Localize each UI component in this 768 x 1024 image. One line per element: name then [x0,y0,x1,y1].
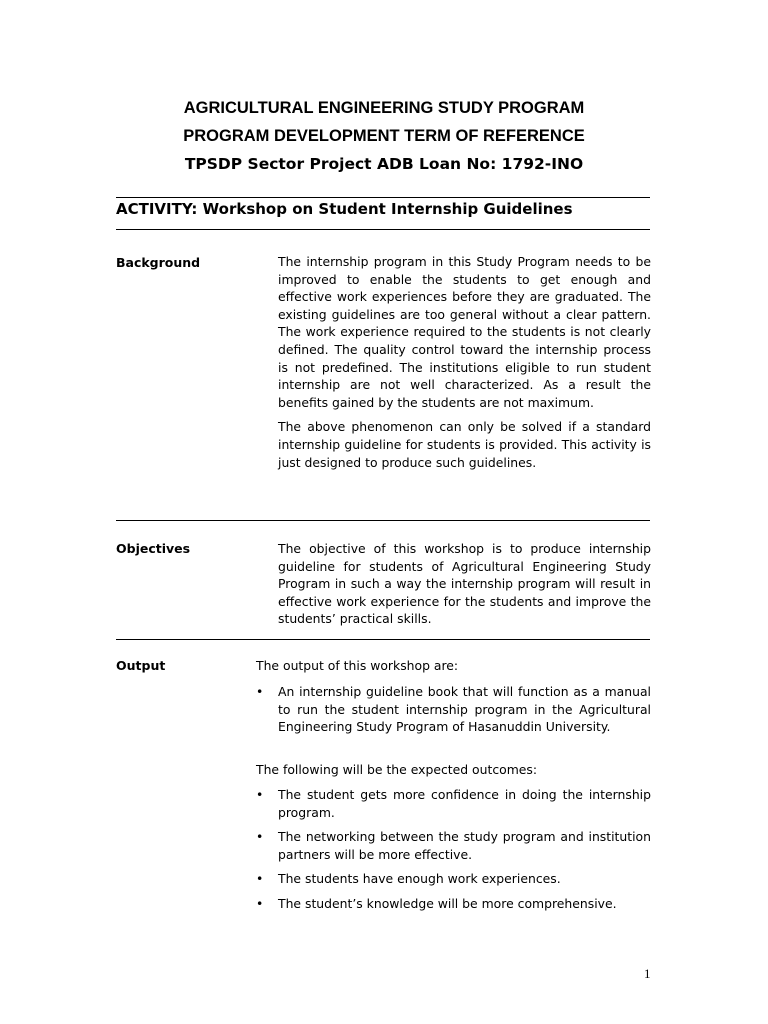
header-line-3: TPSDP Sector Project ADB Loan No: 1792-INO [184,155,584,173]
output-list [256,683,651,743]
list-item [256,870,651,888]
list-item [256,828,651,863]
outcome-item-text: The students have enough work experiences. [278,871,561,887]
list-item [256,786,651,821]
bullet-icon: • [256,895,264,911]
bullet-icon: • [256,684,264,699]
bullet-icon: • [256,787,264,802]
outcome-item-text: The networking between the study program and institution partners will be more effective. [278,829,651,862]
divider-top [116,197,650,198]
bullet-icon: • [256,829,264,845]
outcome-item-text: The student gets more confidence in doing the internship program. [278,787,651,820]
divider-activity [116,229,650,230]
bullet-icon: • [256,871,264,887]
divider-objectives [116,639,650,640]
outcomes-list [256,786,651,920]
output-item-text: An internship guideline book that will function as a manual to run the student internship program in the Agricultural Engineering Study Program of Hasanuddin University. [278,684,651,735]
list-item [256,895,651,913]
header-line-1: AGRICULTURAL ENGINEERING STUDY PROGRAM [183,99,585,117]
divider-background [116,520,650,521]
background-label: Background [116,255,201,270]
header-line-2: PROGRAM DEVELOPMENT TERM OF REFERENCE [183,127,585,145]
background-text [278,253,651,478]
objectives-text [278,540,651,635]
background-paragraph-2: The above phenomenon can only be solved if a standard internship guideline for students is provided. This activity is just designed to produce such guidelines. [278,419,651,470]
activity-title: ACTIVITY: Workshop on Student Internship Guidelines [116,200,573,218]
list-item [256,683,651,736]
outcome-item-text: The student’s knowledge will be more comprehensive. [278,895,617,911]
objectives-paragraph: The objective of this workshop is to produce internship guideline for students of Agricultural Engineering Study Program in such a way the internship program will result in effective work experience for the students and improve the students’ practical skills. [278,541,651,627]
document-header [0,94,768,178]
outcomes-intro: The following will be the expected outcomes: [256,762,538,777]
objectives-label: Objectives [116,541,191,556]
output-intro: The output of this workshop are: [256,658,459,673]
background-paragraph-1: The internship program in this Study Program needs to be improved to enable the students to get enough and effective work experiences before they are graduated. The existing guidelines are too general without a clear pattern. The work experience required to the students is not clearly defined. The quality control toward the internship process is not predefined. The institutions eligible to run student internship are not well characterized. As a result the benefits gained by the students are not maximum. [278,254,651,410]
page-number: 1 [644,966,651,981]
output-label: Output [116,658,166,673]
